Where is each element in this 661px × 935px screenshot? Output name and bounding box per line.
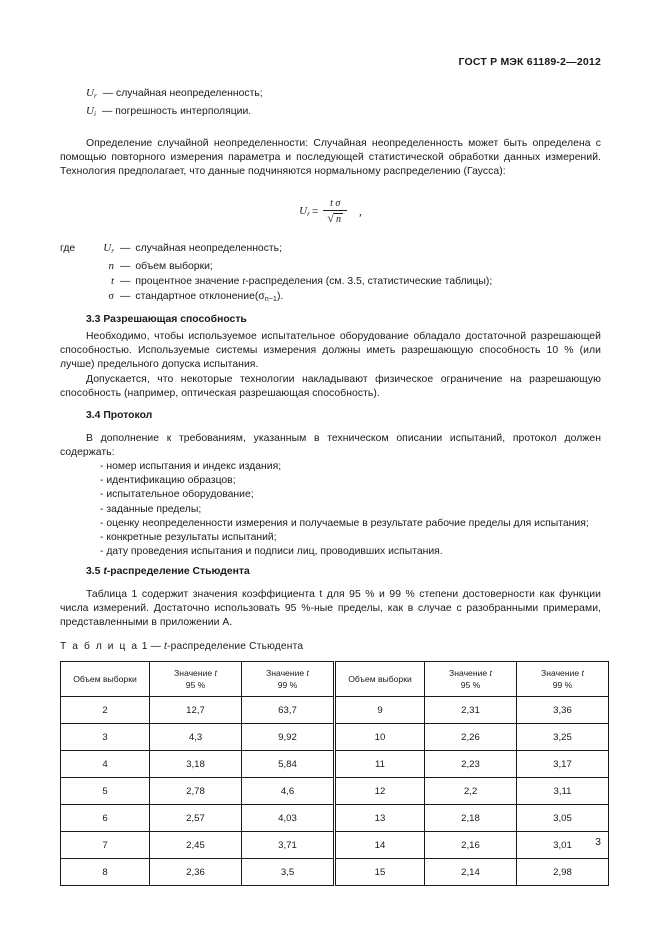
where-text: случайная неопределенность; — [135, 243, 282, 254]
table-head — [61, 662, 609, 697]
table-row — [61, 724, 609, 751]
section-title-3-3: 3.3 Разрешающая способность — [86, 314, 247, 325]
cell-t99: 3,25 — [517, 724, 609, 751]
section-title-3-4: 3.4 Протокол — [86, 410, 153, 421]
table-caption-number: 1 — [141, 641, 148, 652]
where-symbol: $U_r$ — [103, 242, 114, 255]
where-text: процентное значение t-распределения (см. 3.5, статистические таблицы); — [135, 276, 493, 287]
list-item: - испытательное оборудование; — [100, 489, 254, 501]
where-symbol: t — [110, 275, 114, 287]
header-line-1: Объем выборки — [348, 674, 412, 684]
cell-sample-size: 4 — [61, 751, 150, 778]
where-symbol: n — [108, 260, 114, 272]
cell-t99: 63,7 — [242, 697, 335, 724]
list-item: - идентификацию образцов; — [100, 475, 236, 487]
where-dash: — — [120, 261, 131, 272]
section-3-3-paragraph-1: Необходимо, чтобы используемое испытательное оборудование обладало достаточной разрешающей способностью. Используемые системы измерения должны иметь разрешающую способность 10 % (или лучше) предельного допуска испытания. — [60, 331, 601, 371]
table-caption-dash: — — [150, 641, 161, 652]
list-item: - конкретные результаты испытаний; — [100, 532, 277, 544]
header-line-1: Объем выборки — [73, 674, 137, 684]
table-row — [61, 778, 609, 805]
cell-sample-size: 13 — [335, 805, 425, 832]
cell-sample-size: 2 — [61, 697, 150, 724]
formula-lhs-subscript: r — [307, 210, 310, 218]
cell-t95: 2,31 — [425, 697, 517, 724]
header-line-2: 99 % — [277, 680, 298, 690]
cell-sample-size: 15 — [335, 859, 425, 886]
cell-t95: 2,2 — [425, 778, 517, 805]
student-t-distribution-table — [60, 661, 609, 886]
cell-t95: 2,45 — [150, 832, 242, 859]
where-symbol: σ — [108, 291, 114, 302]
list-item — [60, 517, 601, 531]
formula-trailing-comma: , — [358, 205, 362, 218]
formula-fraction — [323, 198, 347, 225]
section-3-3-paragraph-2: Допускается, что некоторые технологии накладывают физическое ограничение на разрешающую способность (например, оптическая разрешающая способность). — [60, 374, 601, 400]
table-header-t95-left — [150, 662, 242, 697]
header-line-1: Значение t — [174, 668, 217, 678]
cell-t95: 2,14 — [425, 859, 517, 886]
list-item: - номер испытания и индекс издания; — [100, 461, 282, 472]
symbol-definition-text: — случайная неопределенность; — [102, 88, 263, 99]
document-header: ГОСТ Р МЭК 61189-2—2012 — [458, 56, 601, 68]
radicand: n — [335, 214, 341, 225]
table-row — [61, 697, 609, 724]
where-symbol-subscript: r — [111, 247, 114, 255]
symbol-definition — [60, 86, 601, 104]
formula-lhs: $U_r$ — [299, 205, 310, 218]
cell-t95: 2,23 — [425, 751, 517, 778]
cell-t99: 3,17 — [517, 751, 609, 778]
where-row — [60, 259, 601, 274]
header-line-2: 95 % — [185, 680, 206, 690]
cell-t95: 3,18 — [150, 751, 242, 778]
cell-t95: 2,57 — [150, 805, 242, 832]
cell-t99: 3,5 — [242, 859, 335, 886]
header-line-1: Значение t — [449, 668, 492, 678]
section-3-4-paragraph-1: В дополнение к требованиям, указанным в техническом описании испытаний, протокол должен содержать: — [60, 433, 601, 459]
cell-sample-size: 9 — [335, 697, 425, 724]
cell-t95: 2,18 — [425, 805, 517, 832]
cell-t95: 4,3 — [150, 724, 242, 751]
page-number: 3 — [595, 836, 601, 848]
intro-paragraph: Определение случайной неопределенности: Случайная неопределенность может быть определена с помощью повторного измерения параметра и последующей статистической обработки данных измерений. Технология предполагает, что данные подчиняются нормальному распределению (Гаусса): — [60, 138, 601, 178]
cell-t99: 4,03 — [242, 805, 335, 832]
table-row — [61, 805, 609, 832]
cell-t95: 12,7 — [150, 697, 242, 724]
symbol-definition-text: — погрешность интерполяции. — [101, 106, 252, 117]
cell-t99: 5,84 — [242, 751, 335, 778]
table-header-t99-right — [517, 662, 609, 697]
header-line-2: 95 % — [460, 680, 481, 690]
formula-equals: = — [311, 205, 319, 218]
table-header-row — [61, 662, 609, 697]
cell-sample-size: 11 — [335, 751, 425, 778]
table-row — [61, 832, 609, 859]
where-row — [60, 241, 601, 259]
cell-t99: 9,92 — [242, 724, 335, 751]
symbol-subscript: i — [93, 110, 96, 118]
cell-sample-size: 8 — [61, 859, 150, 886]
radical-sign: √ — [327, 211, 334, 225]
random-uncertainty-formula — [299, 198, 362, 225]
cell-t95: 2,16 — [425, 832, 517, 859]
where-dash: — — [120, 291, 131, 302]
header-line-2: 99 % — [552, 680, 573, 690]
formula-denominator — [323, 210, 347, 225]
table-header-sample-size-left — [61, 662, 150, 697]
symbol-subscript: r — [93, 92, 97, 100]
cell-sample-size: 3 — [61, 724, 150, 751]
table-row — [61, 751, 609, 778]
where-dash: — — [120, 276, 131, 287]
section-title-3-5-text: 3.5 t-распределение Стьюдента — [86, 566, 250, 577]
cell-sample-size: 5 — [61, 778, 150, 805]
where-dash: — — [120, 243, 131, 254]
cell-t99: 3,01 — [517, 832, 609, 859]
cell-sample-size: 12 — [335, 778, 425, 805]
section-title-3-5 — [60, 565, 601, 579]
formula-numerator: t σ — [330, 198, 341, 209]
table-header-t95-right — [425, 662, 517, 697]
table-caption-prefix: Т а б л и ц а — [60, 641, 139, 652]
cell-t95: 2,36 — [150, 859, 242, 886]
formula-block — [60, 190, 601, 236]
table-header-t99-left — [242, 662, 335, 697]
table-row — [61, 859, 609, 886]
cell-t99: 3,71 — [242, 832, 335, 859]
cell-t95: 2,78 — [150, 778, 242, 805]
cell-t99: 4,6 — [242, 778, 335, 805]
symbol-variable: $U_i$ — [86, 105, 96, 118]
cell-t99: 2,98 — [517, 859, 609, 886]
list-item: - дату проведения испытания и подписи лиц, проводивших испытания. — [100, 546, 443, 558]
header-line-1: Значение t — [541, 668, 584, 678]
table-header-sample-size-right — [335, 662, 425, 697]
cell-sample-size: 7 — [61, 832, 150, 859]
square-root — [327, 212, 343, 225]
where-label: где — [60, 243, 76, 254]
symbol-variable: $U_r$ — [86, 87, 97, 100]
list-item: - заданные пределы; — [100, 503, 202, 515]
symbol-definition — [60, 104, 601, 122]
where-row — [60, 289, 601, 306]
where-text: объем выборки; — [135, 261, 213, 272]
cell-sample-size: 6 — [61, 805, 150, 832]
header-line-1: Значение t — [266, 668, 309, 678]
cell-sample-size: 14 — [335, 832, 425, 859]
cell-t95: 2,26 — [425, 724, 517, 751]
cell-t99: 3,11 — [517, 778, 609, 805]
list-item-text: - оценку неопределенности измерения и получаемые в результате рабочие пределы для испытания; — [100, 517, 589, 529]
where-row — [60, 274, 601, 289]
cell-sample-size: 10 — [335, 724, 425, 751]
where-text: стандартное $отклонение(\sigma_{n-1})$. — [135, 291, 284, 303]
section-3-5-paragraph-1: Таблица 1 содержит значения коэффициента t для 95 % и 99 % степени достоверности как функции числа измерений. Достаточно использовать 95 %-ные пределы, как в случае с разобранными примерами, представленными в приложении А. — [60, 589, 601, 629]
cell-t99: 3,36 — [517, 697, 609, 724]
table-caption-title: t-распределение Стьюдента — [164, 641, 304, 652]
table-body — [61, 697, 609, 886]
cell-t99: 3,05 — [517, 805, 609, 832]
table-caption — [60, 641, 601, 652]
